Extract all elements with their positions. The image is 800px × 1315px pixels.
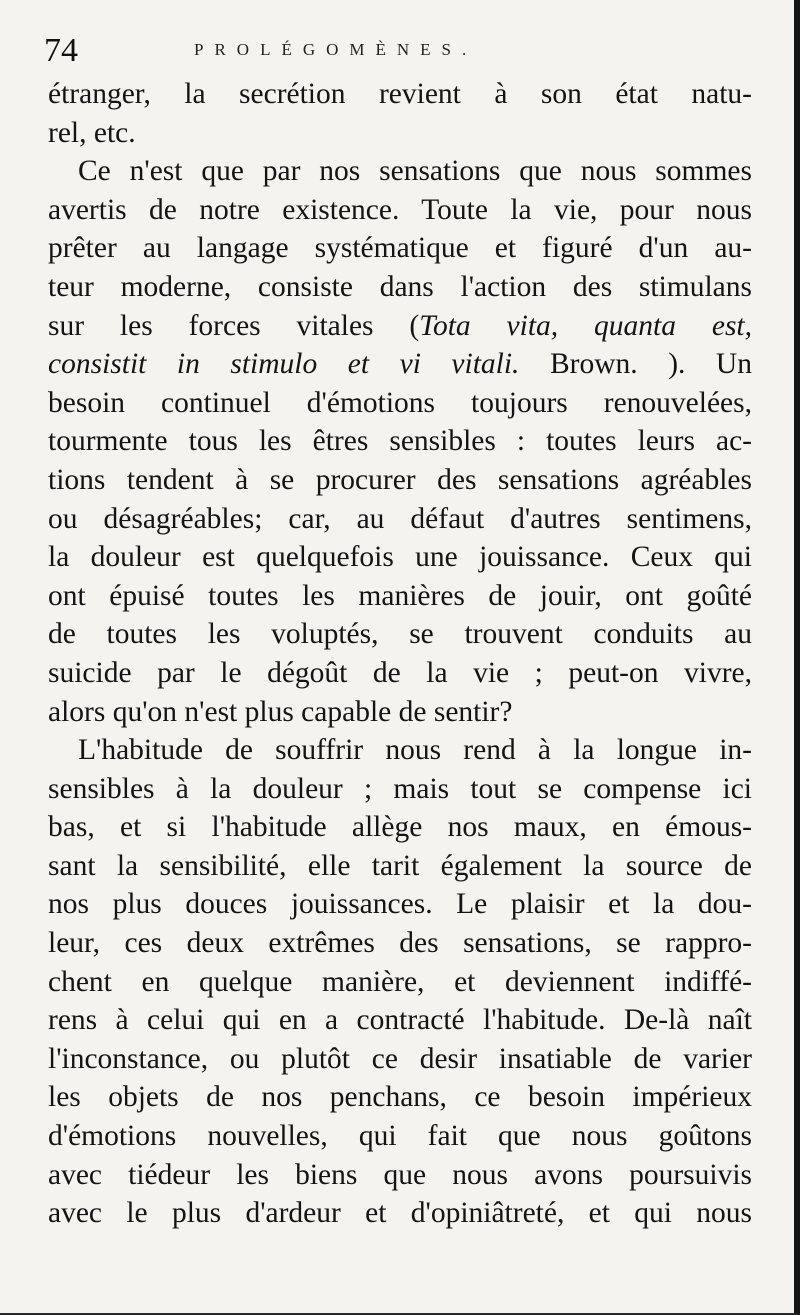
text-line: ont épuisé toutes les manières de jouir, ont goûté	[48, 579, 752, 612]
text-line: rens à celui qui en a contracté l'habitude. De-là naît	[48, 1004, 752, 1037]
text-line: rel, etc.	[48, 116, 136, 149]
paragraph	[48, 152, 752, 731]
text-line: étranger, la secrétion revient à son état natu-	[48, 78, 752, 110]
text-line: L'habitude de souffrir nous rend à la longue in-	[78, 734, 752, 767]
running-head: PROLÉGOMÈNES.	[194, 40, 478, 59]
latin-quote: consistit in stimulo et vi vitali.	[48, 348, 520, 381]
text-line: alors qu'on n'est plus capable de sentir?	[48, 695, 513, 728]
text-line: chent en quelque manière, et deviennent indiffé-	[48, 965, 752, 998]
text-line: d'émotions nouvelles, qui fait que nous goûtons	[48, 1120, 752, 1153]
line-text: Brown. ). Un	[519, 348, 752, 381]
line-text: sur les forces vitales (	[48, 309, 420, 342]
text-line: leur, ces deux extrêmes des sensations, se rappro-	[48, 927, 752, 960]
text-line: les objets de nos penchans, ce besoin impérieux	[48, 1081, 752, 1114]
text-line: bas, et si l'habitude allège nos maux, en émous-	[48, 811, 752, 844]
text-line: Ce n'est que par nos sensations que nous sommes	[78, 155, 752, 188]
text-line	[48, 307, 752, 346]
text-line: nos plus douces jouissances. Le plaisir et la dou-	[48, 888, 752, 921]
text-line: avec tiédeur les biens que nous avons poursuivis	[48, 1158, 752, 1191]
page-body	[48, 75, 752, 1233]
text-line: l'inconstance, ou plutôt ce desir insatiable de varier	[48, 1042, 752, 1075]
text-line: suicide par le dégoût de la vie ; peut-on vivre,	[48, 656, 752, 689]
page-number: 74	[44, 32, 78, 69]
text-line: la douleur est quelquefois une jouissance. Ceux qui	[48, 541, 752, 574]
paragraph	[48, 731, 752, 1233]
text-line: avertis de notre existence. Toute la vie, pour nous	[48, 193, 752, 226]
paragraph	[48, 75, 752, 152]
text-line: tions tendent à se procurer des sensations agréables	[48, 463, 752, 496]
latin-quote: Tota vita, quanta est,	[419, 309, 752, 342]
text-line: de toutes les voluptés, se trouvent conduits au	[48, 618, 752, 651]
text-line: ou désagréables; car, au défaut d'autres sentimens,	[48, 502, 752, 535]
page-header	[44, 30, 744, 72]
text-line: prêter au langage systématique et figuré d'un au-	[48, 232, 752, 265]
text-line	[48, 345, 752, 384]
text-line: teur moderne, consiste dans l'action des stimulans	[48, 270, 752, 303]
text-line: sensibles à la douleur ; mais tout se compense ici	[48, 772, 752, 805]
text-line: avec le plus d'ardeur et d'opiniâtreté, et qui nous	[48, 1197, 752, 1230]
text-line: sant la sensibilité, elle tarit également la source de	[48, 849, 752, 882]
text-line: tourmente tous les êtres sensibles : toutes leurs ac-	[48, 425, 752, 458]
text-line: besoin continuel d'émotions toujours renouvelées,	[48, 386, 752, 419]
